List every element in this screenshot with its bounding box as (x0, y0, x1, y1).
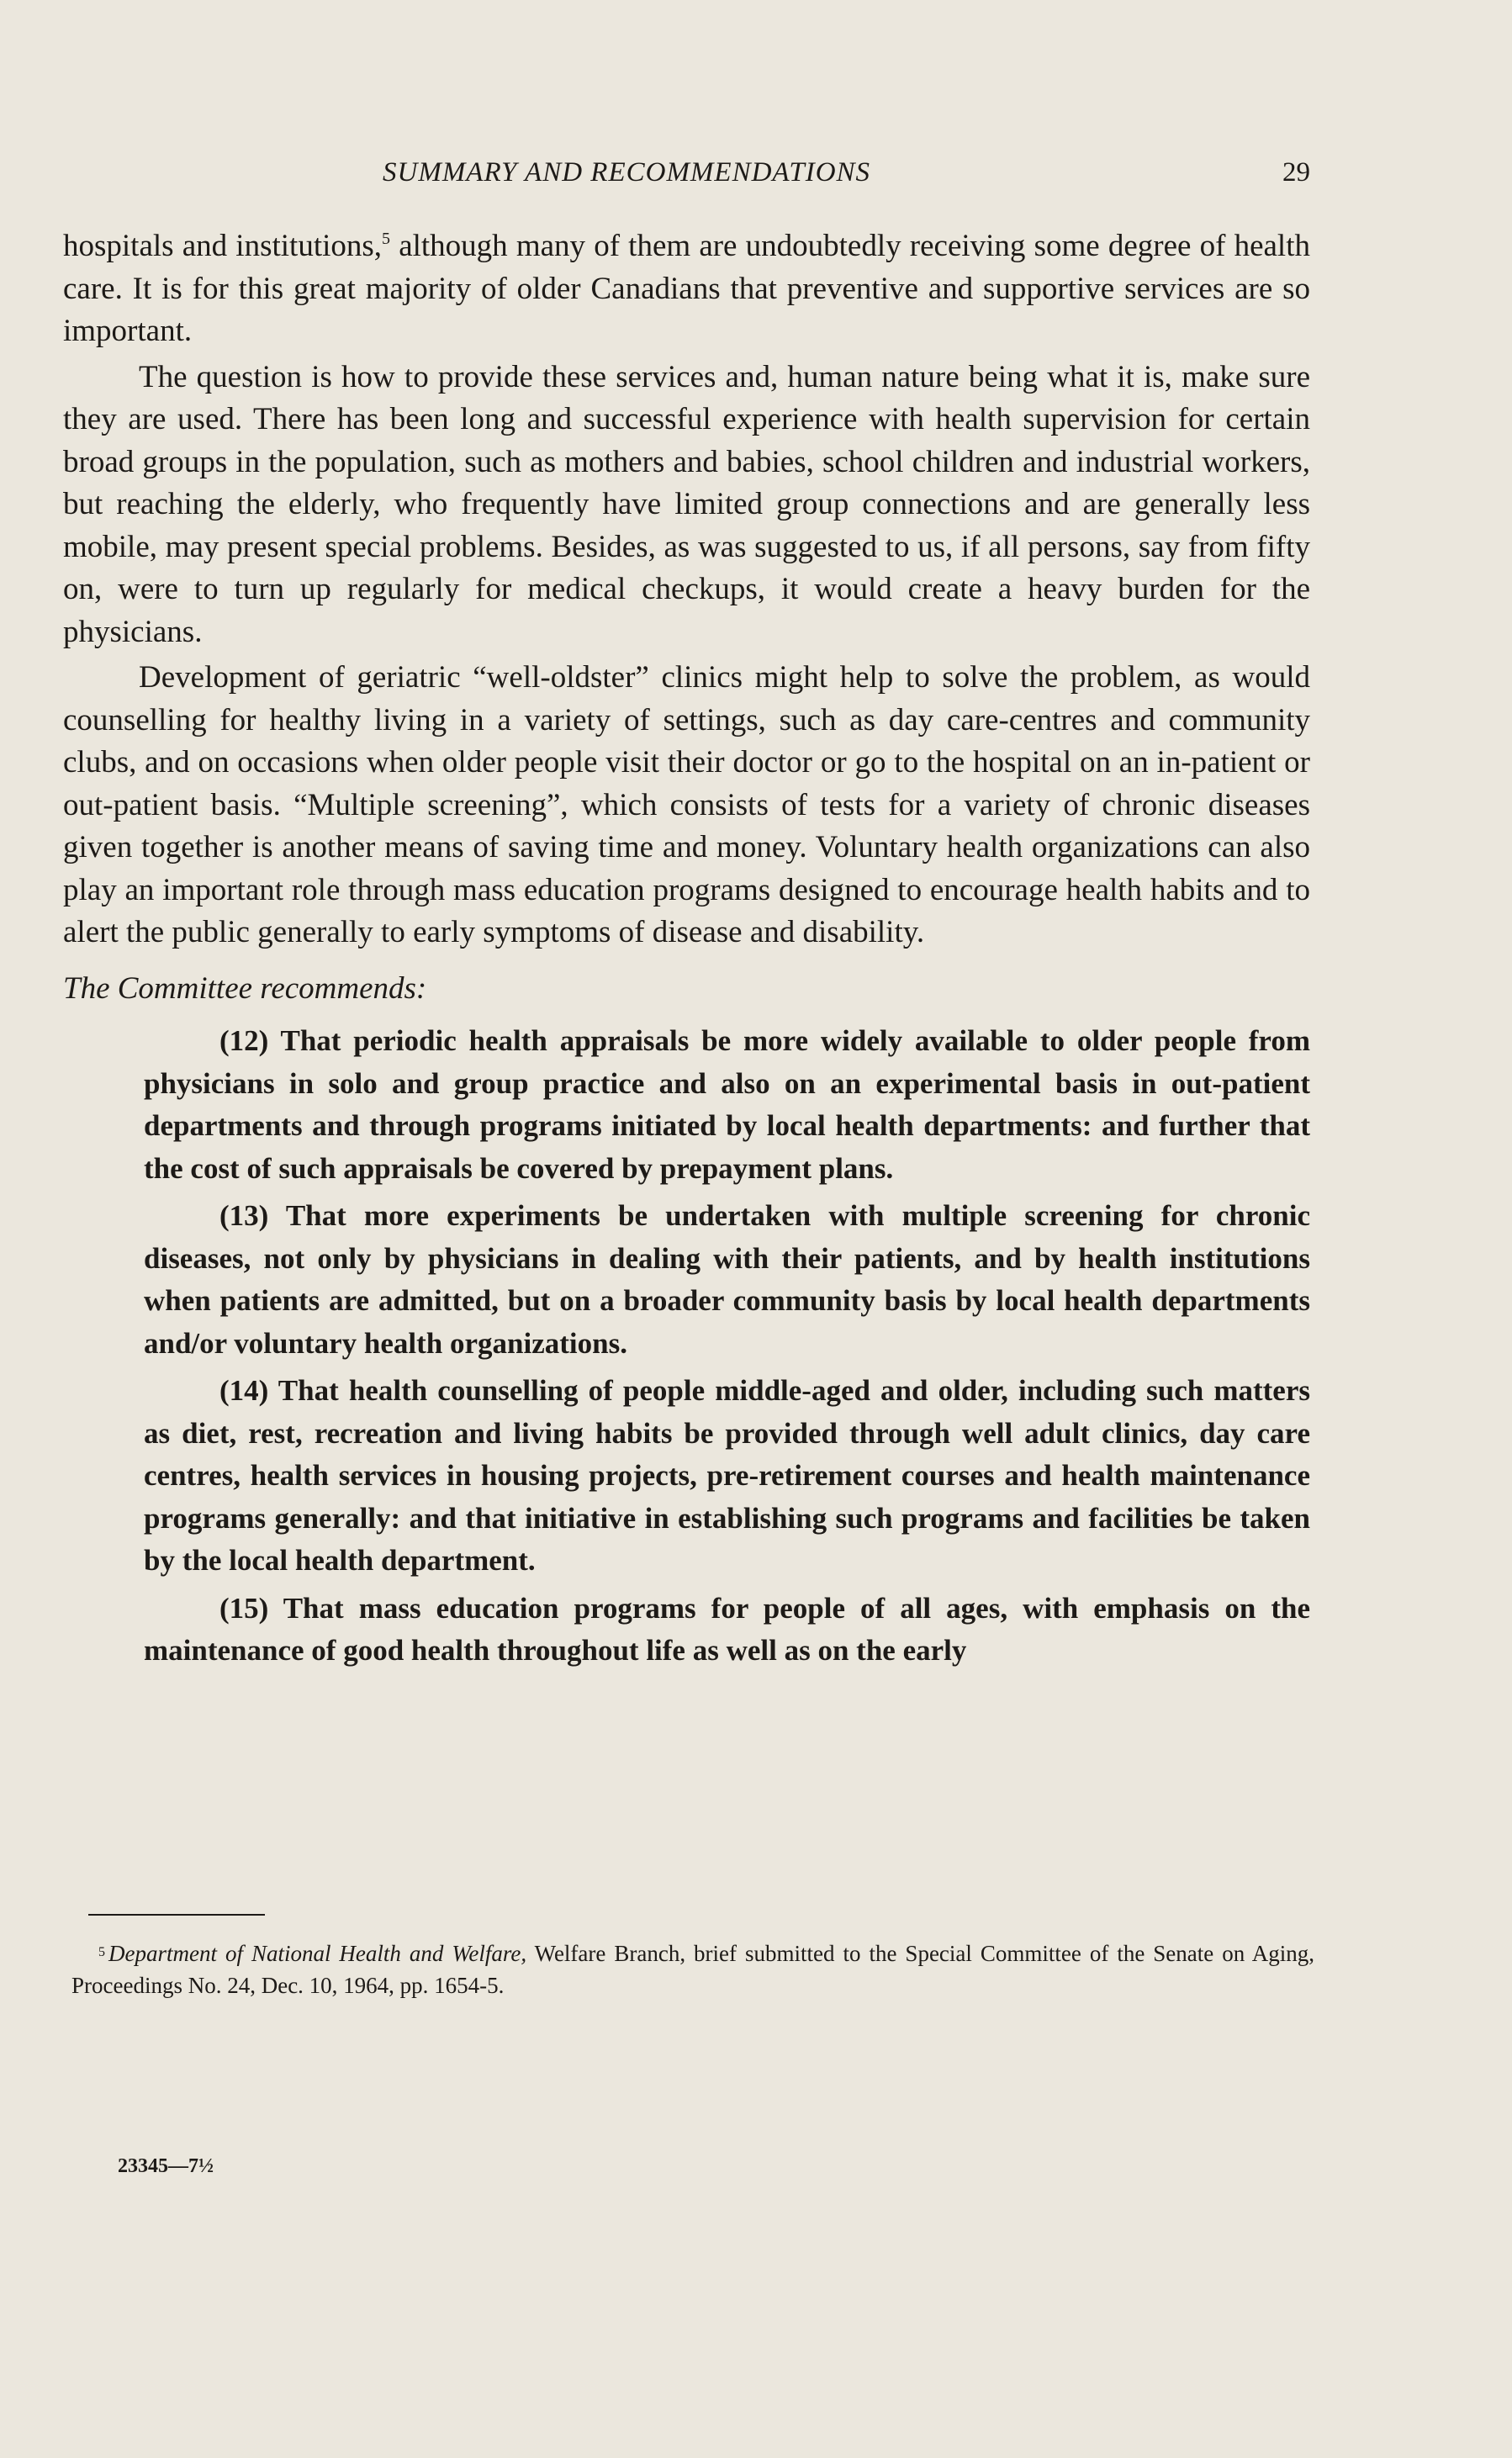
recommendation-13: (13) That more experiments be undertaken with multiple screening for chronic diseases, not only by physicians in dealing with their patients, and by health institutions when patients are admitted, but on a broader community basis by local health departments and/or voluntary health organizations. (144, 1199, 1310, 1360)
paragraph-1-rest: although many of them are undoubtedly receiving some degree of health care. It is for this great majority of older Canadians that preventive and supportive services are so important. (63, 229, 1310, 348)
recommendation-12: (12) That periodic health appraisals be more widely available to older people from physicians in solo and group practice and also on an experimental basis in out-patient departments and through programs initiated by local health departments: and further that the cost of such appraisals be covered by prepayment plans. (144, 1024, 1310, 1185)
footnote-reference: 5 (382, 230, 391, 248)
footnote-source: Department of National Health and Welfare, (108, 1941, 527, 1966)
footnote-divider (88, 1914, 265, 1916)
printer-code: 23345—7½ (118, 2155, 214, 2177)
footnote-text: Welfare Branch, brief submitted to the Special Committee of the Senate on Aging, Proceedings No. 24, Dec. 10, 1964, pp. 1654-5. (71, 1941, 1314, 1998)
footnote-mark: 5 (98, 1945, 105, 1959)
committee-heading: The Committee recommends: (63, 970, 427, 1006)
recommendations-list (63, 1020, 1310, 1673)
page-header (63, 157, 1310, 196)
page-number: 29 (1282, 157, 1310, 188)
paragraph-1 (63, 225, 1310, 353)
recommendation-15: (15) That mass education programs for people of all ages, with emphasis on the maintenance of good health throughout life as well as on the early (144, 1591, 1310, 1667)
paragraph-1-start: hospitals and institutions, (63, 229, 383, 263)
paragraph-2: The question is how to provide these services and, human nature being what it is, make sure they are used. There has been long and successful experience with health supervision for certain broad groups in the population, such as mothers and babies, school children and industrial workers, but reaching the elderly, who frequently have limited group connections and are generally less mobile, may present special problems. Besides, as was suggested to us, if all persons, say from fifty on, were to turn up regularly for medical checkups, it would create a heavy burden for the physicians. (63, 359, 1310, 649)
paragraph-3: Development of geriatric “well-oldster” clinics might help to solve the problem, as would counselling for healthy living in a variety of settings, such as day care-centres and community clubs, and on occasions when older people visit their doctor or go to the hospital on an in-patient or out-patient basis. “Multiple screening”, which consists of tests for a variety of chronic diseases given together is another means of saving time and money. Voluntary health organizations can also play an important role through mass education programs designed to encourage health habits and to alert the public generally to early symptoms of disease and disability. (63, 660, 1310, 949)
footnote (71, 1937, 1314, 2001)
body-text (63, 225, 1310, 1678)
recommendation-14: (14) That health counselling of people middle-aged and older, including such matters as diet, rest, recreation and living habits be provided through well adult clinics, day care centres, health services in housing projects, pre-retirement courses and health maintenance programs generally: and that initiative in establishing such programs and facilities be taken by the local health department. (144, 1374, 1310, 1577)
running-head: SUMMARY AND RECOMMENDATIONS (383, 157, 871, 188)
